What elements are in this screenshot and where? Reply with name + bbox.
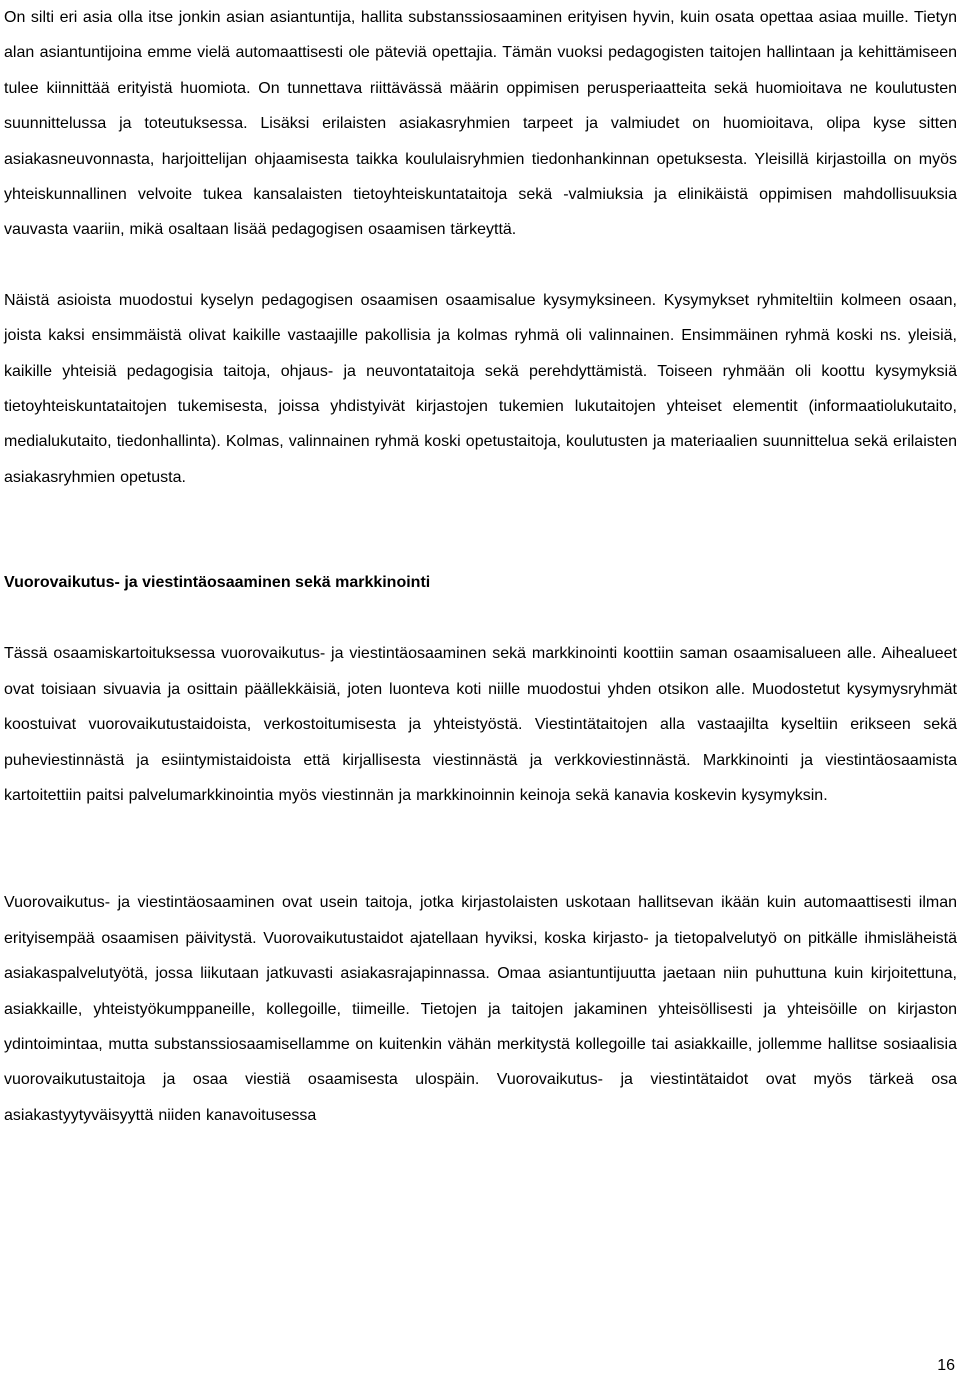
document-page xyxy=(4,0,957,1133)
section-heading: Vuorovaikutus- ja viestintäosaaminen sekä markkinointi xyxy=(4,574,431,592)
paragraph-interaction-skills: Vuorovaikutus- ja viestintäosaaminen ovat usein taitoja, jotka kirjastolaisten uskotaan hallitsevan ikään kuin automaattisesti ilman erityisempää osaamisen päivitystä. Vuorovaikutustaidot ajatellaan hyviksi, koska kirjasto- ja tietopalvelutyö on pitkälle ihmisläheistä asiakaspalvelutyötä, jossa liikutaan jatkuvasti asiakasrajapinnassa. Omaa asiantuntijuutta jaetaan niin puhuttuna kuin kirjoitettuna, asiakkaille, yhteistyökumppaneille, kollegoille, tiimeille. Tietojen ja taitojen jakaminen yhteisöllisesti ja yhteisöille on kirjaston ydintoimintaa, mutta substanssiosaamisellamme on kuitenkin vähän merkitystä kollegoille tai asiakkaille, jollemme hallitse sosiaalisia vuorovaikutustaitoja ja osaa viestiä osaamisesta ulospäin. Vuorovaikutus- ja viestintätaidot ovat myös tärkeä osa asiakastyytyväisyyttä niiden kanavoitusessa xyxy=(4,894,957,1124)
paragraph-survey-questions: Näistä asioista muodostui kyselyn pedagogisen osaamisen osaamisalue kysymyksineen. Kysymykset ryhmiteltiin kolmeen osaan, joista kaksi ensimmäistä olivat kaikille vastaajille pakollisia ja kolmas ryhmä oli valinnainen. Ensimmäinen ryhmä koski ns. yleisiä, kaikille yhteisiä pedagogisia taitoja, ohjaus- ja neuvontataitoja sekä perehdyttämistä. Toiseen ryhmään oli koottu kysymyksiä tietoyhteiskuntataitojen tukemisesta, joissa yhdistyivät kirjastojen tukemien lukutaitojen yhteiset elementit (informaatiolukutaito, medialukutaito, tiedonhallinta). Kolmas, valinnainen ryhmä koski opetustaitoja, koulutusten ja materiaalien suunnittelua sekä erilaisten asiakasryhmien opetusta. xyxy=(4,291,957,486)
paragraph-competence-mapping: Tässä osaamiskartoituksessa vuorovaikutus- ja viestintäosaaminen sekä markkinointi koottiin saman osaamisalueen alle. Aihealueet ovat toisiaan sivuavia ja osittain päällekkäisiä, joten luonteva koti niille muodostui yhden otsikon alle. Muodostetut kysymysryhmät koostuivat vuorovaikutustaidoista, verkostoitumisesta ja yhteistyöstä. Viestintätaitojen alla vastaajilta kyseltiin erikseen sekä puheviestinnästä ja esiintymistaidoista että kirjallisesta viestinnästä ja verkkoviestinnästä. Markkinointi ja viestintäosaamista kartoitettiin paitsi palvelumarkkinointia myös viestinnän ja markkinoinnin keinoja sekä kanavia koskevin kysymyksin. xyxy=(4,645,957,804)
paragraph-pedagogical-expertise: On silti eri asia olla itse jonkin asian asiantuntija, hallita substanssiosaaminen erityisen hyvin, kuin osata opettaa asiaa muille. Tietyn alan asiantuntijoina emme vielä automaattisesti ole päteviä opettajia. Tämän vuoksi pedagogisten taitojen hallintaan ja kehittämiseen tulee kiinnittää erityistä huomiota. On tunnettava riittävässä määrin oppimisen perusperiaatteita sekä huomioitava ne koulutusten suunnittelussa ja toteutuksessa. Lisäksi erilaisten asiakasryhmien tarpeet ja valmiudet on huomioitava, olipa kyse sitten asiakasneuvonnasta, harjoittelijan ohjaamisesta taikka koululaisryhmien tiedonhankinnan opetuksesta. Yleisillä kirjastoilla on myös yhteiskunnallinen velvoite tukea kansalaisten tietoyhteiskuntataitoja sekä -valmiuksia ja elinikäistä oppimisen mahdollisuuksia vauvasta vaariin, mikä osaltaan lisää pedagogisen osaamisen tärkeyttä. xyxy=(4,9,957,239)
page-number: 16 xyxy=(937,1357,955,1374)
